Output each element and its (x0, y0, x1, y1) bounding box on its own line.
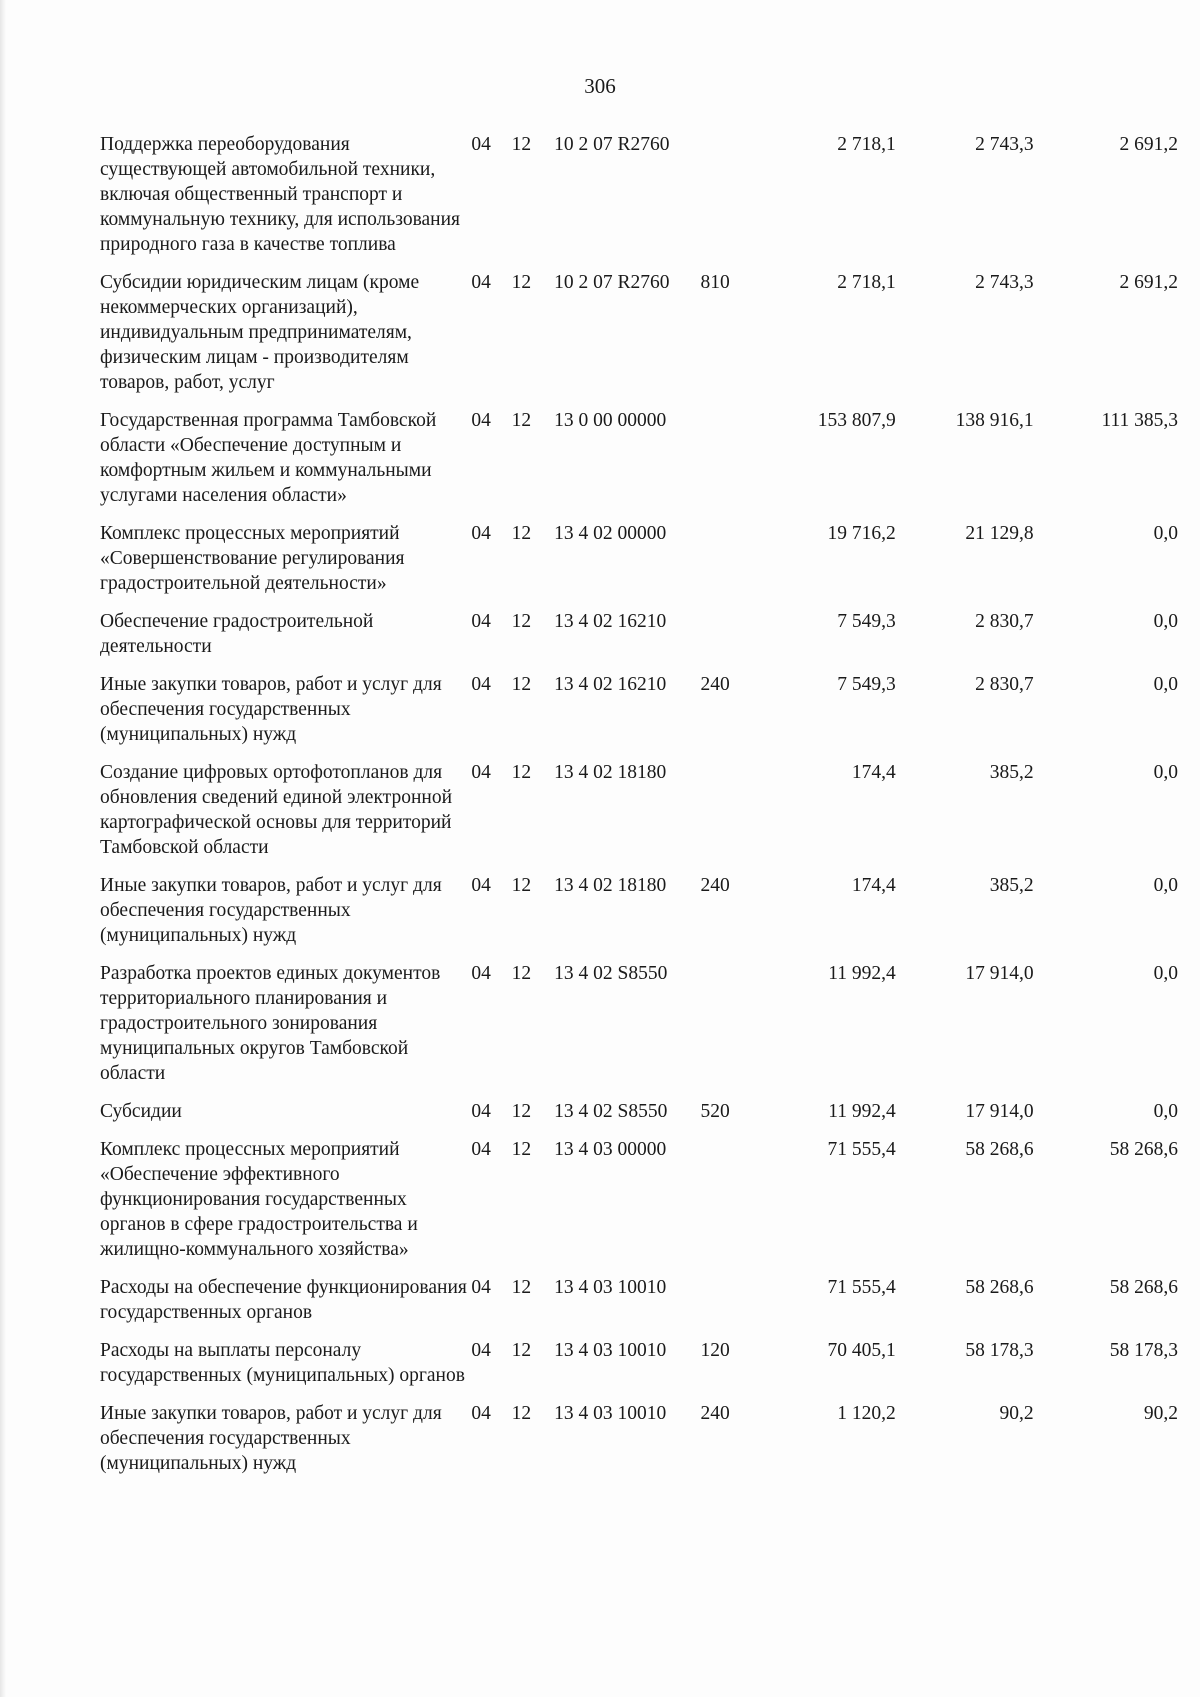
target-article-code: 13 4 03 10010 (554, 1340, 667, 1361)
amount-year-1: 11 992,4 (828, 1101, 896, 1122)
subsection-code: 12 (511, 134, 532, 155)
amount-year-3: 111 385,3 (1101, 410, 1178, 431)
amount-year-2: 58 178,3 (965, 1340, 1034, 1361)
target-article-code: 13 4 02 00000 (554, 523, 667, 544)
amount-year-2: 385,2 (989, 875, 1034, 896)
amount-year-1: 2 718,1 (837, 272, 896, 293)
table-row (100, 1099, 1178, 1137)
amount-year-3: 2 691,2 (1119, 134, 1178, 155)
target-article-code: 13 4 02 16210 (554, 674, 667, 695)
target-article-code: 13 4 02 S8550 (554, 963, 668, 984)
amount-year-3: 0,0 (1153, 674, 1178, 695)
section-code: 04 (471, 674, 491, 695)
expense-type-code (701, 1275, 765, 1338)
section-code: 04 (471, 1403, 491, 1424)
section-code: 04 (471, 134, 491, 155)
table-row (100, 132, 1178, 270)
amount-year-2: 58 268,6 (965, 1277, 1034, 1298)
subsection-code: 12 (511, 1139, 532, 1160)
amount-year-3: 58 268,6 (1109, 1139, 1178, 1160)
amount-year-1: 7 549,3 (837, 611, 896, 632)
amount-year-1: 174,4 (851, 762, 896, 783)
amount-year-1: 71 555,4 (827, 1139, 896, 1160)
section-code: 04 (471, 611, 491, 632)
amount-year-3: 0,0 (1153, 611, 1178, 632)
target-article-code: 13 4 02 18180 (554, 762, 667, 783)
expense-type-code: 240 (700, 1403, 730, 1424)
amount-year-1: 19 716,2 (827, 523, 896, 544)
amount-year-2: 21 129,8 (965, 523, 1034, 544)
amount-year-3: 90,2 (1143, 1403, 1178, 1424)
table-row (100, 1401, 1178, 1489)
expense-type-code (701, 408, 765, 521)
amount-year-2: 2 743,3 (975, 134, 1034, 155)
section-code: 04 (471, 523, 491, 544)
section-code: 04 (471, 762, 491, 783)
expense-name: Расходы на обеспечение функционирования государственных органов (100, 1277, 467, 1323)
amount-year-2: 58 268,6 (965, 1139, 1034, 1160)
expense-name: Создание цифровых ортофотопланов для обновления сведений единой электронной картографической основы для территорий Тамбовской области (100, 762, 452, 858)
amount-year-2: 2 830,7 (975, 674, 1034, 695)
scan-edge (0, 0, 6, 1697)
expense-name: Иные закупки товаров, работ и услуг для обеспечения государственных (муниципальных) нужд (100, 674, 442, 745)
amount-year-3: 58 178,3 (1109, 1340, 1178, 1361)
expense-type-code: 240 (700, 674, 730, 695)
page-number: 306 (584, 74, 616, 98)
expense-type-code (701, 132, 765, 270)
budget-table-body (100, 132, 1178, 1489)
amount-year-1: 70 405,1 (827, 1340, 896, 1361)
expense-type-code (701, 609, 765, 672)
section-code: 04 (471, 963, 491, 984)
subsection-code: 12 (511, 611, 532, 632)
expense-type-code (701, 521, 765, 609)
amount-year-2: 17 914,0 (965, 963, 1034, 984)
amount-year-3: 0,0 (1153, 963, 1178, 984)
expense-type-code: 520 (700, 1101, 730, 1122)
amount-year-2: 2 743,3 (975, 272, 1034, 293)
table-row (100, 1338, 1178, 1401)
target-article-code: 13 4 02 S8550 (554, 1101, 668, 1122)
expense-type-code (701, 1137, 765, 1275)
amount-year-2: 138 916,1 (955, 410, 1034, 431)
amount-year-2: 385,2 (989, 762, 1034, 783)
amount-year-1: 174,4 (851, 875, 896, 896)
table-row (100, 1137, 1178, 1275)
section-code: 04 (471, 1101, 491, 1122)
amount-year-1: 153 807,9 (817, 410, 896, 431)
expense-name: Поддержка переоборудования существующей автомобильной техники, включая общественный транспорт и коммунальную технику, для использования природного газа в качестве топлива (100, 134, 461, 255)
table-row (100, 760, 1178, 873)
subsection-code: 12 (511, 1277, 532, 1298)
table-row (100, 1275, 1178, 1338)
expense-type-code (701, 760, 765, 873)
table-row (100, 961, 1178, 1099)
subsection-code: 12 (511, 272, 532, 293)
subsection-code: 12 (511, 762, 532, 783)
target-article-code: 13 4 02 16210 (554, 611, 667, 632)
section-code: 04 (471, 875, 491, 896)
subsection-code: 12 (511, 875, 532, 896)
amount-year-1: 1 120,2 (837, 1403, 896, 1424)
table-row (100, 873, 1178, 961)
amount-year-1: 71 555,4 (827, 1277, 896, 1298)
subsection-code: 12 (511, 1340, 532, 1361)
amount-year-2: 2 830,7 (975, 611, 1034, 632)
section-code: 04 (471, 1277, 491, 1298)
table-row (100, 672, 1178, 760)
budget-table (100, 132, 1178, 1489)
expense-name: Комплекс процессных мероприятий «Совершенствование регулирования градостроительной деятельности» (100, 523, 405, 594)
table-row (100, 609, 1178, 672)
expense-name: Расходы на выплаты персоналу государственных (муниципальных) органов (100, 1340, 465, 1386)
subsection-code: 12 (511, 1101, 532, 1122)
subsection-code: 12 (511, 523, 532, 544)
section-code: 04 (471, 1139, 491, 1160)
section-code: 04 (471, 272, 491, 293)
expense-name: Субсидии (100, 1101, 182, 1122)
expense-name: Субсидии юридическим лицам (кроме некоммерческих организаций), индивидуальным предпринимателям, физическим лицам - производителям товаров, работ, услуг (100, 272, 420, 393)
subsection-code: 12 (511, 674, 532, 695)
section-code: 04 (471, 1340, 491, 1361)
subsection-code: 12 (511, 1403, 532, 1424)
target-article-code: 13 4 03 10010 (554, 1403, 667, 1424)
expense-type-code: 120 (700, 1340, 730, 1361)
expense-type-code (701, 961, 765, 1099)
subsection-code: 12 (511, 410, 532, 431)
amount-year-1: 2 718,1 (837, 134, 896, 155)
amount-year-1: 11 992,4 (828, 963, 896, 984)
expense-name: Обеспечение градостроительной деятельности (100, 611, 374, 657)
table-row (100, 408, 1178, 521)
target-article-code: 13 4 03 00000 (554, 1139, 667, 1160)
amount-year-2: 90,2 (999, 1403, 1034, 1424)
expense-name: Комплекс процессных мероприятий «Обеспечение эффективного функционирования государственных органов в сфере градостроительства и жилищно-коммунального хозяйства» (100, 1139, 418, 1260)
amount-year-3: 0,0 (1153, 523, 1178, 544)
subsection-code: 12 (511, 963, 532, 984)
expense-type-code: 240 (700, 875, 730, 896)
amount-year-2: 17 914,0 (965, 1101, 1034, 1122)
amount-year-3: 0,0 (1153, 1101, 1178, 1122)
table-row (100, 270, 1178, 408)
amount-year-3: 0,0 (1153, 875, 1178, 896)
target-article-code: 13 0 00 00000 (554, 410, 667, 431)
amount-year-3: 58 268,6 (1109, 1277, 1178, 1298)
expense-name: Иные закупки товаров, работ и услуг для обеспечения государственных (муниципальных) нужд (100, 875, 442, 946)
table-row (100, 521, 1178, 609)
amount-year-3: 2 691,2 (1119, 272, 1178, 293)
expense-type-code: 810 (700, 272, 730, 293)
expense-name: Разработка проектов единых документов территориального планирования и градостроительного зонирования муниципальных округов Тамбовской области (100, 963, 441, 1084)
amount-year-3: 0,0 (1153, 762, 1178, 783)
target-article-code: 13 4 02 18180 (554, 875, 667, 896)
target-article-code: 10 2 07 R2760 (554, 272, 670, 293)
amount-year-1: 7 549,3 (837, 674, 896, 695)
section-code: 04 (471, 410, 491, 431)
expense-name: Государственная программа Тамбовской области «Обеспечение доступным и комфортным жильем и коммунальными услугами населения области» (100, 410, 437, 506)
target-article-code: 13 4 03 10010 (554, 1277, 667, 1298)
target-article-code: 10 2 07 R2760 (554, 134, 670, 155)
expense-name: Иные закупки товаров, работ и услуг для обеспечения государственных (муниципальных) нужд (100, 1403, 442, 1474)
